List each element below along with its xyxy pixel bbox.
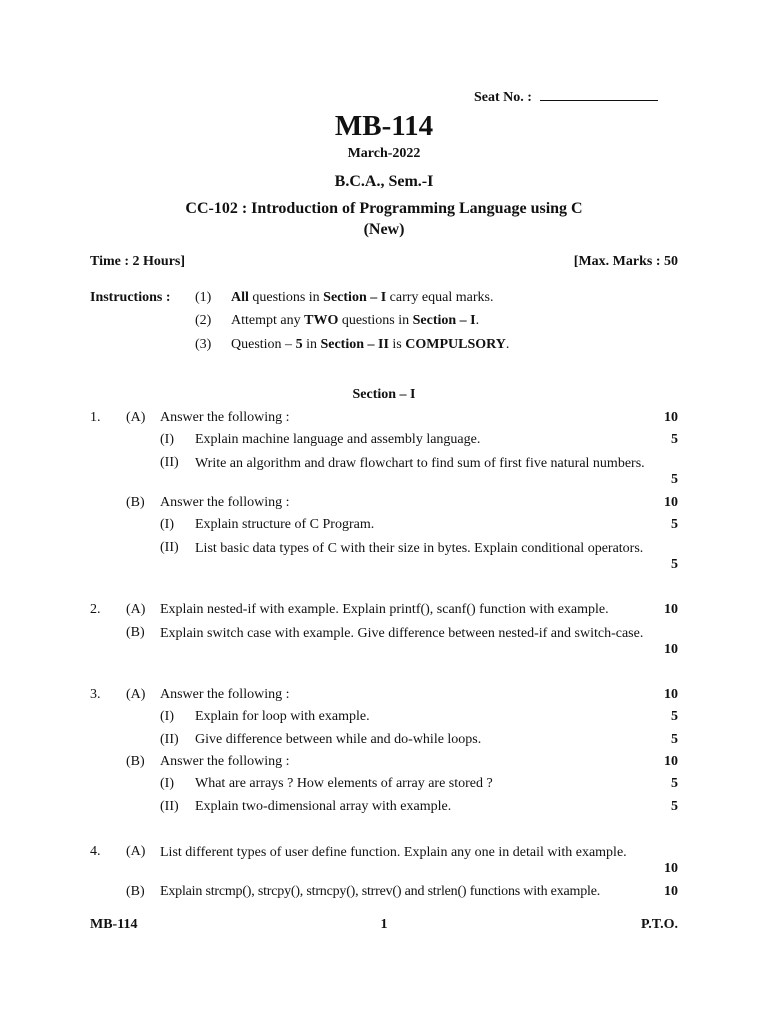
subquestion-label: (B)	[126, 754, 145, 769]
part-text: Give difference between while and do-while loops.	[195, 732, 482, 747]
instruction-text: Attempt any	[231, 313, 305, 328]
max-marks: [Max. Marks : 50	[573, 254, 678, 269]
marks: 5	[671, 732, 678, 747]
part-label: (I)	[160, 776, 174, 791]
marks: 5	[671, 517, 678, 532]
instruction-emphasis: TWO	[304, 313, 339, 328]
instruction-text: Question –	[231, 337, 296, 352]
subquestion-text: Answer the following :	[160, 687, 290, 702]
question-number: 4.	[90, 844, 101, 859]
instruction-text: is	[388, 337, 406, 352]
paper-title: CC-102 : Introduction of Programming Language using C	[185, 200, 583, 217]
subquestion-label: (A)	[126, 844, 146, 859]
instruction-text: .	[505, 337, 510, 352]
seat-label: Seat No. :	[474, 90, 532, 105]
part-label: (I)	[160, 517, 174, 532]
instruction-emphasis: All	[231, 290, 249, 305]
subquestion-text: Explain switch case with example. Give difference between nested-if and switch-case.	[160, 626, 644, 641]
footer-pto: P.T.O.	[641, 917, 678, 932]
instruction-item	[231, 313, 479, 329]
marks: 10	[664, 602, 678, 617]
marks: 5	[671, 472, 678, 487]
part-text: List basic data types of C with their size in bytes. Explain conditional operators.	[195, 541, 644, 556]
exam-month: March-2022	[347, 146, 421, 161]
subquestion-text: Answer the following :	[160, 410, 290, 425]
marks: 10	[664, 687, 678, 702]
subquestion-label: (B)	[126, 625, 145, 640]
part-label: (II)	[160, 799, 179, 814]
part-label: (I)	[160, 432, 174, 447]
seat-number-field	[474, 88, 658, 106]
subquestion-text: Answer the following :	[160, 495, 290, 510]
marks: 10	[664, 884, 678, 899]
question-number: 1.	[90, 410, 101, 425]
seat-blank-line	[540, 88, 658, 101]
marks: 10	[664, 410, 678, 425]
instruction-number: (3)	[195, 337, 212, 352]
marks: 10	[664, 861, 678, 876]
question-number: 2.	[90, 602, 101, 617]
part-label: (I)	[160, 709, 174, 724]
marks: 10	[664, 642, 678, 657]
part-text: Explain two-dimensional array with example.	[195, 799, 452, 814]
marks: 5	[671, 432, 678, 447]
time-allowed: Time : 2 Hours]	[90, 254, 186, 269]
instruction-emphasis: 5	[295, 337, 303, 352]
paper-code: MB-114	[334, 110, 434, 142]
instruction-emphasis: COMPULSORY	[405, 337, 506, 352]
instruction-emphasis: Section – II	[320, 337, 389, 352]
subquestion-label: (B)	[126, 495, 145, 510]
part-text: Explain structure of C Program.	[195, 517, 375, 532]
subquestion-label: (A)	[126, 410, 146, 425]
subquestion-text: Answer the following :	[160, 754, 290, 769]
instructions-label: Instructions :	[90, 290, 171, 305]
marks: 10	[664, 495, 678, 510]
marks: 10	[664, 754, 678, 769]
part-label: (II)	[160, 455, 179, 470]
instruction-text: .	[475, 313, 480, 328]
part-label: (II)	[160, 732, 179, 747]
subquestion-text: List different types of user define function. Explain any one in detail with example.	[160, 845, 627, 860]
question-number: 3.	[90, 687, 101, 702]
marks: 5	[671, 709, 678, 724]
instruction-emphasis: Section – I	[412, 313, 476, 328]
subquestion-label: (A)	[126, 602, 146, 617]
instruction-item	[231, 290, 493, 306]
instruction-number: (2)	[195, 313, 212, 328]
subquestion-label: (A)	[126, 687, 146, 702]
section-title: Section – I	[352, 387, 416, 402]
paper-note: (New)	[363, 221, 405, 238]
instruction-emphasis: Section – I	[323, 290, 387, 305]
instruction-text: in	[302, 337, 321, 352]
part-text: What are arrays ? How elements of array are stored ?	[195, 776, 493, 791]
part-text: Write an algorithm and draw flowchart to find sum of first five natural numbers.	[195, 456, 645, 471]
part-label: (II)	[160, 540, 179, 555]
marks: 5	[671, 776, 678, 791]
part-text: Explain machine language and assembly language.	[195, 432, 481, 447]
instruction-number: (1)	[195, 290, 212, 305]
page-number: 1	[380, 917, 388, 932]
subquestion-text: Explain strcmp(), strcpy(), strncpy(), strrev() and strlen() functions with example.	[160, 884, 601, 899]
subquestion-label: (B)	[126, 884, 145, 899]
marks: 5	[671, 557, 678, 572]
instruction-text: questions in	[338, 313, 413, 328]
footer-paper-code: MB-114	[90, 917, 138, 932]
instruction-item	[231, 337, 509, 353]
instruction-text: questions in	[248, 290, 324, 305]
marks: 5	[671, 799, 678, 814]
part-text: Explain for loop with example.	[195, 709, 370, 724]
subquestion-text: Explain nested-if with example. Explain printf(), scanf() function with example.	[160, 602, 609, 617]
instruction-text: carry equal marks.	[386, 290, 494, 305]
course-name: B.C.A., Sem.-I	[334, 173, 434, 190]
